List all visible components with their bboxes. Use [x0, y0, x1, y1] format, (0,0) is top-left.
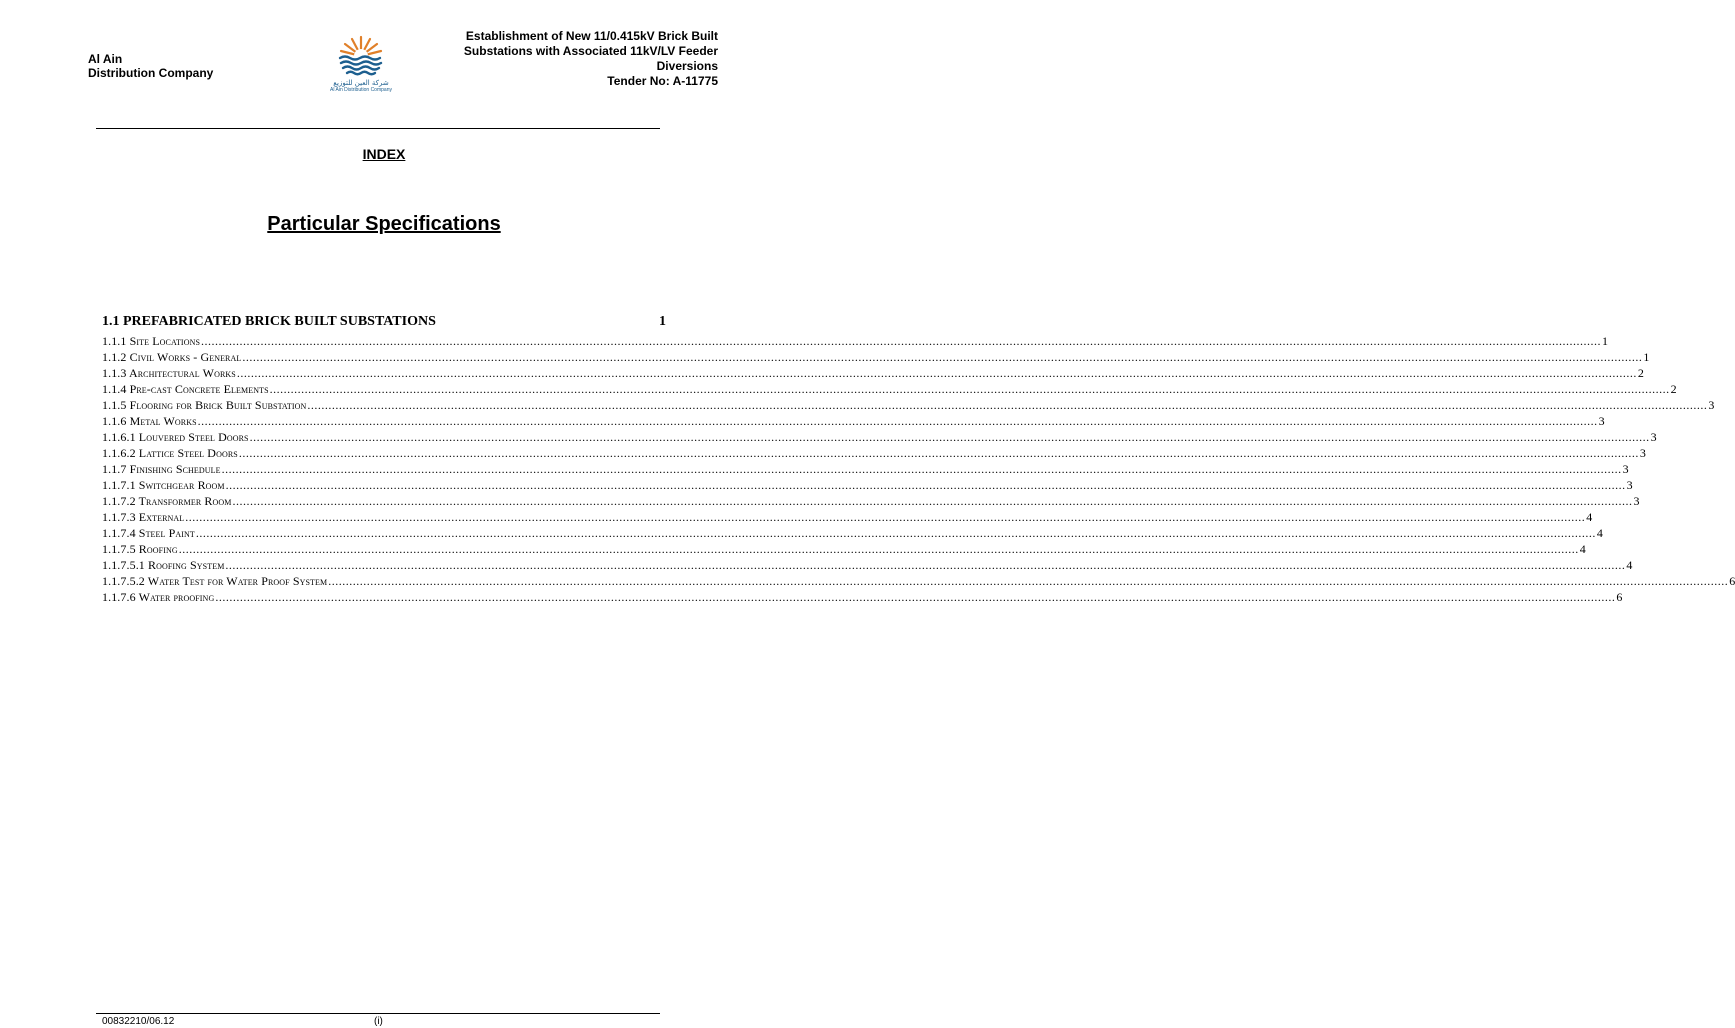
toc-entry[interactable] — [102, 333, 1609, 349]
toc-entry[interactable] — [102, 429, 1657, 445]
toc-entry[interactable] — [102, 573, 1735, 589]
toc-entry-label: 1.1.4 Pre-cast Concrete Elements — [102, 382, 269, 396]
toc-entry-page: 1 — [1643, 350, 1650, 364]
toc-entry-label: 1.1.7.5.1 Roofing System — [102, 558, 225, 572]
toc-dot-leader: ................................................................................................................................................................................................................................................................................................................................................................................................................ — [215, 590, 1616, 604]
project-title — [428, 29, 718, 89]
toc-dot-leader: ................................................................................................................................................................................................................................................................................................................................................................................................................ — [249, 430, 1650, 444]
toc-dot-leader: ................................................................................................................................................................................................................................................................................................................................................................................................................ — [195, 526, 1596, 540]
toc-entry-page: 4 — [1586, 510, 1593, 524]
toc-entry-label: 1.1.7.1 Switchgear Room — [102, 478, 225, 492]
toc-entry-page: 2 — [1670, 382, 1677, 396]
toc-entry-page: 3 — [1626, 478, 1633, 492]
footer-doc-ref: 00832210/06.12 — [102, 1016, 175, 1027]
page-title: Particular Specifications — [267, 213, 501, 235]
toc-dot-leader: ................................................................................................................................................................................................................................................................................................................................................................................................................ — [328, 574, 1729, 588]
project-title-line2: Substations with Associated 11kV/LV Feeder — [463, 44, 718, 58]
toc-entry-label: 1.1.7.6 Water proofing — [102, 590, 215, 604]
toc-entry-page: 4 — [1579, 542, 1586, 556]
toc-dot-leader: ................................................................................................................................................................................................................................................................................................................................................................................................................ — [197, 414, 1598, 428]
index-title: INDEX — [362, 146, 406, 162]
header-divider — [96, 128, 660, 129]
toc-dot-leader: ................................................................................................................................................................................................................................................................................................................................................................................................................ — [225, 478, 1626, 492]
toc-entry-page: 6 — [1729, 574, 1735, 588]
toc-entry-label: 1.1.7.5.2 Water Test for Water Proof System — [102, 574, 328, 588]
toc-dot-leader: ................................................................................................................................................................................................................................................................................................................................................................................................................ — [178, 542, 1579, 556]
toc-dot-leader: ................................................................................................................................................................................................................................................................................................................................................................................................................ — [269, 382, 1670, 396]
toc-entry-page: 3 — [1708, 398, 1715, 412]
toc-dot-leader: ................................................................................................................................................................................................................................................................................................................................................................................................................ — [236, 366, 1637, 380]
toc-dot-leader: ................................................................................................................................................................................................................................................................................................................................................................................................................ — [201, 334, 1601, 348]
toc-entry-label: 1.1.7.5 Roofing — [102, 542, 178, 556]
toc-entry-page: 3 — [1639, 446, 1646, 460]
logo-arabic-text: شركة العين للتوزيع — [333, 79, 389, 87]
toc-entry[interactable] — [102, 493, 1640, 509]
toc-entry[interactable] — [102, 365, 1644, 381]
toc-entry-label: 1.1.1 Site Locations — [102, 334, 200, 348]
toc-dot-leader: ................................................................................................................................................................................................................................................................................................................................................................................................................ — [238, 446, 1639, 460]
toc-entry-label: 1.1.7.3 External — [102, 510, 185, 524]
toc-entry[interactable] — [102, 589, 1623, 605]
toc-entry[interactable] — [102, 349, 1650, 365]
toc-entry-page: 1 — [1602, 334, 1609, 348]
toc-entry-page: 3 — [1650, 430, 1657, 444]
toc-dot-leader: ................................................................................................................................................................................................................................................................................................................................................................................................................ — [225, 558, 1626, 572]
toc-entry[interactable] — [102, 445, 1646, 461]
toc-heading-page: 1 — [659, 314, 666, 329]
table-of-contents — [102, 312, 1735, 605]
company-name-line2: Distribution Company — [88, 66, 214, 80]
toc-entry[interactable] — [102, 509, 1593, 525]
toc-dot-leader: ................................................................................................................................................................................................................................................................................................................................................................................................................ — [185, 510, 1586, 524]
toc-entry[interactable] — [102, 525, 1604, 541]
project-title-line3: Diversions — [656, 59, 718, 73]
toc-entry[interactable] — [102, 413, 1605, 429]
company-name — [88, 52, 213, 80]
toc-section-heading[interactable] — [102, 312, 666, 331]
footer-divider — [96, 1013, 660, 1014]
toc-dot-leader: ................................................................................................................................................................................................................................................................................................................................................................................................................ — [242, 350, 1643, 364]
project-title-line1: Establishment of New 11/0.415kV Brick Built — [465, 29, 718, 43]
toc-entry-label: 1.1.2 Civil Works - General — [102, 350, 242, 364]
toc-entry-label: 1.1.7.2 Transformer Room — [102, 494, 232, 508]
toc-entry[interactable] — [102, 397, 1715, 413]
tender-number: Tender No: A-11775 — [607, 74, 718, 88]
toc-entry-label: 1.1.6.1 Louvered Steel Doors — [102, 430, 249, 444]
toc-dot-leader: ................................................................................................................................................................................................................................................................................................................................................................................................................ — [307, 398, 1708, 412]
footer-page-number: (i) — [374, 1016, 383, 1027]
toc-entry-list — [102, 333, 1735, 605]
toc-dot-leader: ................................................................................................................................................................................................................................................................................................................................................................................................................ — [221, 462, 1622, 476]
toc-entry-label: 1.1.7.4 Steel Paint — [102, 526, 195, 540]
toc-entry[interactable] — [102, 381, 1677, 397]
toc-entry-label: 1.1.6 Metal Works — [102, 414, 197, 428]
toc-entry-label: 1.1.6.2 Lattice Steel Doors — [102, 446, 238, 460]
toc-entry-label: 1.1.3 Architectural Works — [102, 366, 236, 380]
toc-entry-label: 1.1.5 Flooring for Brick Built Substation — [102, 398, 307, 412]
toc-entry-page: 4 — [1626, 558, 1633, 572]
company-name-line1: Al Ain — [88, 52, 123, 66]
toc-entry[interactable] — [102, 541, 1586, 557]
sun-sea-logo-icon — [336, 34, 386, 78]
toc-entry[interactable] — [102, 477, 1633, 493]
logo-english-text: Al Ain Distribution Company — [330, 87, 392, 93]
company-logo — [316, 34, 406, 102]
toc-entry-page: 3 — [1633, 494, 1640, 508]
toc-entry[interactable] — [102, 461, 1629, 477]
toc-entry-page: 2 — [1637, 366, 1644, 380]
toc-heading-label: 1.1 PREFABRICATED BRICK BUILT SUBSTATIONS — [102, 314, 436, 329]
toc-entry-page: 3 — [1598, 414, 1605, 428]
toc-dot-leader: ................................................................................................................................................................................................................................................................................................................................................................................................................ — [232, 494, 1633, 508]
toc-entry-label: 1.1.7 Finishing Schedule — [102, 462, 221, 476]
toc-entry-page: 6 — [1616, 590, 1623, 604]
toc-entry[interactable] — [102, 557, 1633, 573]
toc-entry-page: 4 — [1596, 526, 1604, 540]
toc-entry-page: 3 — [1622, 462, 1629, 476]
